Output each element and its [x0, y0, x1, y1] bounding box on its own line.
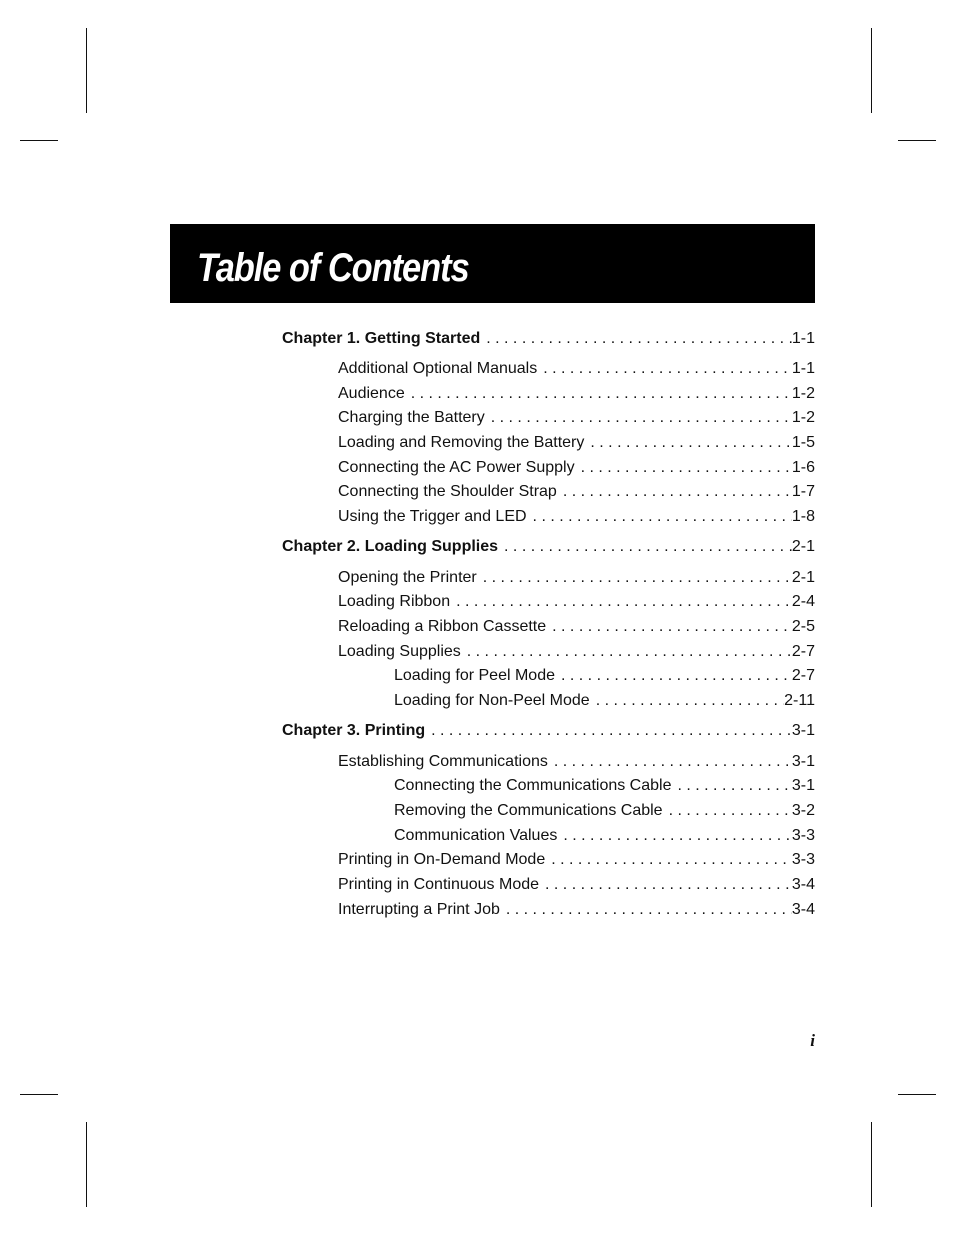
toc-entry-label: Additional Optional Manuals — [338, 360, 538, 377]
toc-entry[interactable] — [338, 457, 815, 479]
dot-leader — [500, 899, 792, 921]
toc-entry-page: 2-1 — [791, 569, 815, 586]
toc-entry[interactable] — [338, 751, 815, 773]
toc-entry-page: 2-11 — [784, 692, 815, 709]
toc-entry[interactable] — [338, 849, 815, 871]
title-banner — [170, 224, 815, 303]
dot-leader — [425, 720, 792, 742]
dot-leader — [663, 800, 792, 822]
crop-mark-bottom-right-vertical — [871, 1122, 872, 1207]
toc-entry[interactable] — [338, 899, 815, 921]
toc-chapter-3[interactable] — [282, 720, 815, 742]
toc-entry[interactable] — [338, 616, 815, 638]
toc-entry-page: 2-1 — [791, 538, 815, 555]
dot-leader — [405, 383, 792, 405]
dot-leader — [548, 751, 792, 773]
toc-entry-label: Audience — [338, 385, 405, 402]
toc-entry-label: Establishing Communications — [338, 753, 548, 770]
toc-entry-page: 2-7 — [791, 667, 815, 684]
toc-entry-label: Opening the Printer — [338, 569, 477, 586]
crop-mark-bottom-left-vertical — [86, 1122, 87, 1207]
toc-entry[interactable] — [338, 383, 815, 405]
crop-mark-bottom-right-horizontal — [898, 1094, 936, 1095]
toc-entry-label: Connecting the Shoulder Strap — [338, 483, 557, 500]
toc-entry-page: 3-4 — [791, 876, 815, 893]
dot-leader — [557, 481, 792, 503]
toc-entry-label: Connecting the Communications Cable — [394, 777, 672, 794]
toc-entry-page: 1-2 — [791, 385, 815, 402]
toc-chapter-1[interactable] — [282, 328, 815, 350]
crop-mark-bottom-left-horizontal — [20, 1094, 58, 1095]
toc-entry-label: Reloading a Ribbon Cassette — [338, 618, 547, 635]
toc-entry-label: Loading and Removing the Battery — [338, 434, 585, 451]
toc-entry-page: 3-1 — [791, 753, 815, 770]
toc-entry-page: 3-1 — [791, 722, 815, 739]
toc-entry[interactable] — [338, 432, 815, 454]
toc-entry-page: 3-1 — [791, 777, 815, 794]
toc-entry-page: 1-6 — [791, 459, 815, 476]
dot-leader — [557, 825, 792, 847]
toc-entry-page: 3-4 — [791, 901, 815, 918]
crop-mark-top-left-horizontal — [20, 140, 58, 141]
dot-leader — [461, 641, 792, 663]
toc-entry[interactable] — [338, 481, 815, 503]
crop-mark-top-right-vertical — [871, 28, 872, 113]
toc-entry-label: Using the Trigger and LED — [338, 508, 527, 525]
toc-entry-label: Charging the Battery — [338, 409, 485, 426]
toc-entry-page: 2-7 — [791, 643, 815, 660]
toc-entry-label: Loading Ribbon — [338, 593, 451, 610]
dot-leader — [477, 567, 792, 589]
toc-entry-label: Connecting the AC Power Supply — [338, 459, 575, 476]
dot-leader — [590, 690, 784, 712]
dot-leader — [546, 616, 792, 638]
toc-entry-label: Chapter 2. Loading Supplies — [282, 538, 499, 555]
toc-entry-page: 1-8 — [791, 508, 815, 525]
toc-entry-page: 3-3 — [791, 827, 815, 844]
toc-entry[interactable] — [394, 825, 815, 847]
crop-mark-top-right-horizontal — [898, 140, 936, 141]
toc-entry[interactable] — [338, 567, 815, 589]
toc-entry-label: Printing in Continuous Mode — [338, 876, 540, 893]
dot-leader — [575, 457, 792, 479]
toc-entry-label: Communication Values — [394, 827, 558, 844]
dot-leader — [485, 407, 792, 429]
crop-mark-top-left-vertical — [86, 28, 87, 113]
toc-entry-page: 2-4 — [791, 593, 815, 610]
toc-entry[interactable] — [338, 641, 815, 663]
toc-entry-page: 3-2 — [791, 802, 815, 819]
dot-leader — [584, 432, 791, 454]
dot-leader — [450, 591, 792, 613]
toc-entry-page: 1-1 — [791, 360, 815, 377]
toc-entry[interactable] — [338, 407, 815, 429]
dot-leader — [545, 849, 792, 871]
toc-entry-label: Interrupting a Print Job — [338, 901, 500, 918]
dot-leader — [537, 358, 792, 380]
toc-entry-label: Chapter 1. Getting Started — [282, 330, 481, 347]
toc-entry[interactable] — [394, 775, 815, 797]
toc-entry[interactable] — [394, 800, 815, 822]
toc-entry-label: Loading for Non-Peel Mode — [394, 692, 590, 709]
toc-entry-label: Loading Supplies — [338, 643, 461, 660]
toc-entry[interactable] — [338, 358, 815, 380]
page-number: i — [810, 1031, 815, 1050]
dot-leader — [498, 536, 792, 558]
toc-entry[interactable] — [338, 874, 815, 896]
toc-entry-label: Removing the Communications Cable — [394, 802, 663, 819]
toc-entry[interactable] — [394, 690, 815, 712]
toc-chapter-2[interactable] — [282, 536, 815, 558]
toc-entry-label: Loading for Peel Mode — [394, 667, 555, 684]
dot-leader — [480, 328, 792, 350]
toc-entry-label: Chapter 3. Printing — [282, 722, 426, 739]
dot-leader — [555, 665, 792, 687]
dot-leader — [527, 506, 792, 528]
dot-leader — [539, 874, 792, 896]
toc-entry-page: 1-2 — [791, 409, 815, 426]
toc-entry[interactable] — [394, 665, 815, 687]
toc-entry-page: 3-3 — [791, 851, 815, 868]
toc-entry-page: 1-7 — [791, 483, 815, 500]
toc-entry-label: Printing in On-Demand Mode — [338, 851, 546, 868]
toc-entry-page: 2-5 — [791, 618, 815, 635]
toc-entry[interactable] — [338, 506, 815, 528]
toc-entry-page: 1-1 — [791, 330, 815, 347]
page-title: Table of Contents — [197, 246, 469, 290]
dot-leader — [671, 775, 791, 797]
toc-entry[interactable] — [338, 591, 815, 613]
toc-entry-page: 1-5 — [791, 434, 815, 451]
